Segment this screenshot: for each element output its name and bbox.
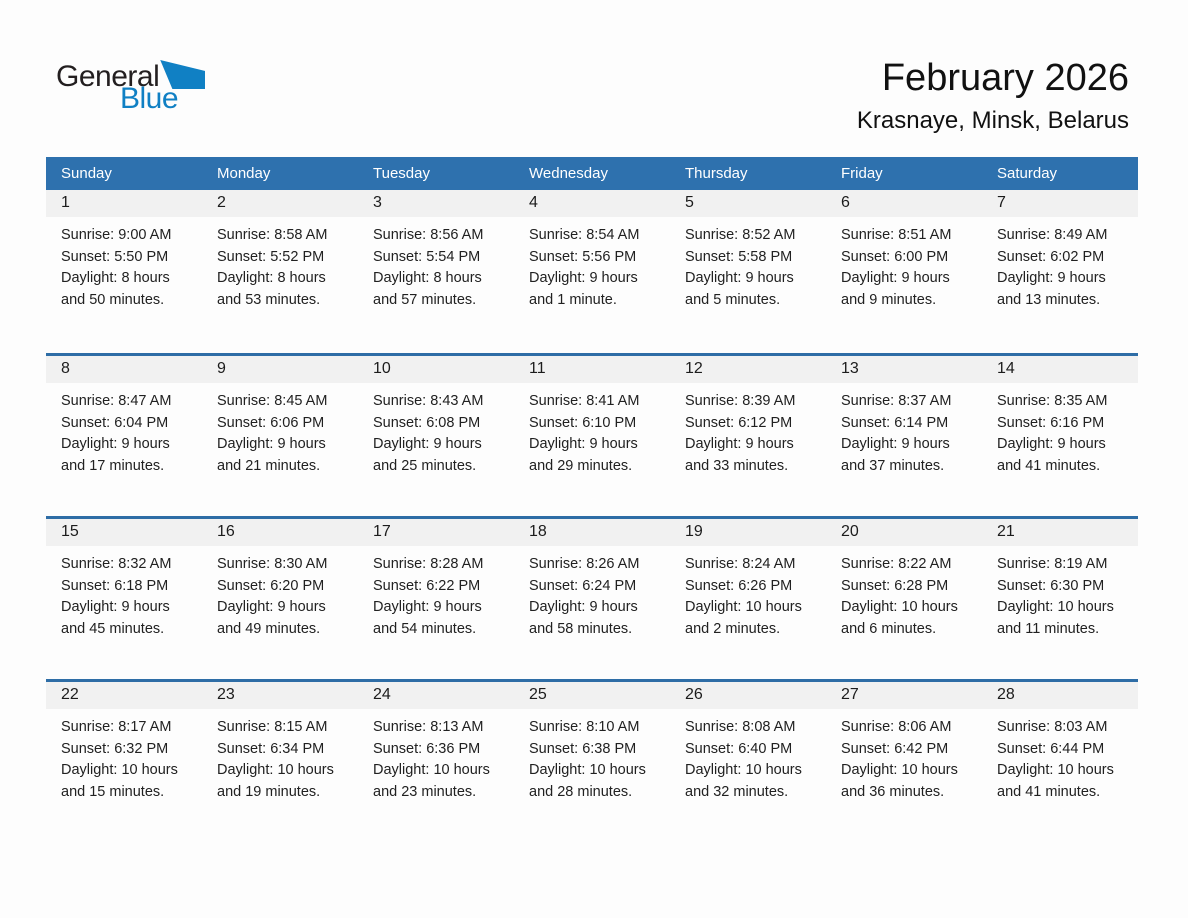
location-subtitle: Krasnaye, Minsk, Belarus (856, 107, 1129, 134)
day-number: 17 (358, 519, 514, 546)
day-cell (826, 356, 982, 516)
day-cell (202, 519, 358, 679)
weekday-header-2: Tuesday (373, 165, 430, 182)
sunrise-text: Sunrise: 8:08 AM (685, 719, 796, 735)
day-details (826, 709, 982, 803)
daylight-line2-text: and 21 minutes. (217, 457, 321, 474)
day-cell (670, 190, 826, 353)
sunset-text: Sunset: 6:16 PM (997, 414, 1105, 431)
week-row-1 (46, 353, 1138, 516)
day-details (202, 383, 358, 477)
day-details (670, 546, 826, 640)
daylight-line2-text: and 9 minutes. (841, 291, 937, 308)
daylight-line2-text: and 32 minutes. (685, 783, 789, 800)
day-cell (358, 519, 514, 679)
daylight-line1-text: Daylight: 9 hours (841, 436, 950, 452)
daylight-line2-text: and 25 minutes. (373, 457, 477, 474)
daylight-line2-text: and 54 minutes. (373, 620, 477, 637)
day-number: 11 (514, 356, 670, 383)
calendar (46, 157, 1138, 842)
sunset-text: Sunset: 6:26 PM (685, 577, 793, 594)
sunrise-text: Sunrise: 8:06 AM (841, 719, 952, 735)
day-cell (826, 190, 982, 353)
daylight-line2-text: and 2 minutes. (685, 620, 781, 637)
daylight-line2-text: and 45 minutes. (61, 620, 165, 637)
day-details (46, 546, 202, 640)
weekday-header-row (46, 157, 1138, 190)
sunset-text: Sunset: 6:08 PM (373, 414, 481, 431)
day-details (202, 217, 358, 311)
sunset-text: Sunset: 6:22 PM (373, 577, 481, 594)
day-cell (358, 682, 514, 842)
day-cell (982, 356, 1138, 516)
sunrise-text: Sunrise: 8:17 AM (61, 719, 172, 735)
sunset-text: Sunset: 6:18 PM (61, 577, 169, 594)
day-cell (514, 519, 670, 679)
daylight-line1-text: Daylight: 8 hours (61, 270, 170, 286)
week-row-2 (46, 516, 1138, 679)
day-number: 5 (670, 190, 826, 217)
day-number: 4 (514, 190, 670, 217)
sunrise-text: Sunrise: 8:37 AM (841, 393, 952, 409)
calendar-body (46, 190, 1138, 842)
daylight-line1-text: Daylight: 8 hours (373, 270, 482, 286)
day-number: 16 (202, 519, 358, 546)
day-details (982, 383, 1138, 477)
daylight-line1-text: Daylight: 10 hours (997, 599, 1114, 615)
sunrise-text: Sunrise: 8:43 AM (373, 393, 484, 409)
sunset-text: Sunset: 6:30 PM (997, 577, 1105, 594)
day-number: 26 (670, 682, 826, 709)
daylight-line1-text: Daylight: 10 hours (997, 762, 1114, 778)
day-number: 18 (514, 519, 670, 546)
sunrise-text: Sunrise: 8:58 AM (217, 227, 328, 243)
daylight-line2-text: and 41 minutes. (997, 783, 1101, 800)
daylight-line2-text: and 53 minutes. (217, 291, 321, 308)
daylight-line1-text: Daylight: 10 hours (529, 762, 646, 778)
logo-text-general: General (56, 60, 160, 93)
sunrise-text: Sunrise: 8:10 AM (529, 719, 640, 735)
sunrise-text: Sunrise: 8:19 AM (997, 556, 1108, 572)
title-block (857, 55, 1129, 135)
day-cell (982, 190, 1138, 353)
sunset-text: Sunset: 5:52 PM (217, 248, 325, 265)
day-cell (670, 519, 826, 679)
day-cell (202, 356, 358, 516)
daylight-line1-text: Daylight: 10 hours (841, 762, 958, 778)
sunrise-text: Sunrise: 9:00 AM (61, 227, 172, 243)
day-number: 10 (358, 356, 514, 383)
day-details (46, 709, 202, 803)
day-details (826, 383, 982, 477)
daylight-line1-text: Daylight: 9 hours (373, 599, 482, 615)
sunset-text: Sunset: 6:32 PM (61, 740, 169, 757)
day-details (202, 709, 358, 803)
day-details (514, 546, 670, 640)
day-number: 9 (202, 356, 358, 383)
weekday-header-6: Saturday (997, 165, 1058, 182)
day-cell (46, 682, 202, 842)
day-number: 25 (514, 682, 670, 709)
month-title: February 2026 (881, 57, 1129, 99)
day-details (982, 546, 1138, 640)
daylight-line1-text: Daylight: 9 hours (685, 270, 794, 286)
daylight-line2-text: and 17 minutes. (61, 457, 165, 474)
sunrise-text: Sunrise: 8:51 AM (841, 227, 952, 243)
day-cell (202, 682, 358, 842)
daylight-line2-text: and 41 minutes. (997, 457, 1101, 474)
weekday-header-1: Monday (217, 165, 271, 182)
sunset-text: Sunset: 5:56 PM (529, 248, 637, 265)
week-row-0 (46, 190, 1138, 353)
sunset-text: Sunset: 6:40 PM (685, 740, 793, 757)
daylight-line2-text: and 50 minutes. (61, 291, 165, 308)
day-details (826, 546, 982, 640)
day-number: 12 (670, 356, 826, 383)
day-cell (826, 682, 982, 842)
day-details (826, 217, 982, 311)
day-cell (982, 682, 1138, 842)
daylight-line2-text: and 15 minutes. (61, 783, 165, 800)
daylight-line1-text: Daylight: 9 hours (997, 270, 1106, 286)
daylight-line2-text: and 11 minutes. (997, 620, 1100, 637)
daylight-line1-text: Daylight: 10 hours (373, 762, 490, 778)
daylight-line2-text: and 28 minutes. (529, 783, 633, 800)
day-cell (670, 356, 826, 516)
day-cell (46, 356, 202, 516)
daylight-line1-text: Daylight: 9 hours (61, 436, 170, 452)
day-number: 13 (826, 356, 982, 383)
day-number: 27 (826, 682, 982, 709)
day-number: 22 (46, 682, 202, 709)
sunset-text: Sunset: 6:34 PM (217, 740, 325, 757)
day-cell (46, 190, 202, 353)
daylight-line1-text: Daylight: 9 hours (217, 436, 326, 452)
daylight-line2-text: and 6 minutes. (841, 620, 937, 637)
sunrise-text: Sunrise: 8:56 AM (373, 227, 484, 243)
day-details (514, 217, 670, 311)
weekday-header-4: Thursday (685, 165, 748, 182)
day-details (514, 383, 670, 477)
daylight-line2-text: and 29 minutes. (529, 457, 633, 474)
day-number: 24 (358, 682, 514, 709)
daylight-line1-text: Daylight: 9 hours (529, 270, 638, 286)
sunset-text: Sunset: 6:14 PM (841, 414, 949, 431)
day-details (358, 709, 514, 803)
sunset-text: Sunset: 5:54 PM (373, 248, 481, 265)
day-cell (826, 519, 982, 679)
day-cell (514, 356, 670, 516)
daylight-line1-text: Daylight: 9 hours (997, 436, 1106, 452)
sunrise-text: Sunrise: 8:49 AM (997, 227, 1108, 243)
sunset-text: Sunset: 5:50 PM (61, 248, 169, 265)
daylight-line2-text: and 57 minutes. (373, 291, 477, 308)
day-number: 1 (46, 190, 202, 217)
daylight-line1-text: Daylight: 9 hours (61, 599, 170, 615)
daylight-line2-text: and 58 minutes. (529, 620, 633, 637)
sunrise-text: Sunrise: 8:32 AM (61, 556, 172, 572)
logo-text-blue: Blue (120, 82, 179, 115)
daylight-line2-text: and 23 minutes. (373, 783, 477, 800)
sunset-text: Sunset: 6:06 PM (217, 414, 325, 431)
daylight-line1-text: Daylight: 10 hours (685, 762, 802, 778)
daylight-line2-text: and 49 minutes. (217, 620, 321, 637)
sunrise-text: Sunrise: 8:54 AM (529, 227, 640, 243)
day-cell (982, 519, 1138, 679)
sunset-text: Sunset: 6:24 PM (529, 577, 637, 594)
daylight-line1-text: Daylight: 9 hours (217, 599, 326, 615)
day-cell (46, 519, 202, 679)
day-details (514, 709, 670, 803)
sunset-text: Sunset: 6:00 PM (841, 248, 949, 265)
daylight-line2-text: and 1 minute. (529, 291, 617, 308)
day-details (358, 383, 514, 477)
daylight-line1-text: Daylight: 9 hours (529, 599, 638, 615)
daylight-line1-text: Daylight: 10 hours (217, 762, 334, 778)
sunset-text: Sunset: 6:12 PM (685, 414, 793, 431)
sunrise-text: Sunrise: 8:26 AM (529, 556, 640, 572)
day-number: 28 (982, 682, 1138, 709)
daylight-line1-text: Daylight: 9 hours (685, 436, 794, 452)
sunset-text: Sunset: 6:10 PM (529, 414, 637, 431)
day-number: 20 (826, 519, 982, 546)
day-cell (514, 190, 670, 353)
daylight-line2-text: and 19 minutes. (217, 783, 321, 800)
daylight-line2-text: and 36 minutes. (841, 783, 945, 800)
daylight-line2-text: and 13 minutes. (997, 291, 1101, 308)
sunset-text: Sunset: 6:02 PM (997, 248, 1105, 265)
daylight-line2-text: and 37 minutes. (841, 457, 945, 474)
day-details (46, 217, 202, 311)
daylight-line1-text: Daylight: 10 hours (685, 599, 802, 615)
day-details (358, 546, 514, 640)
week-row-3 (46, 679, 1138, 842)
day-number: 23 (202, 682, 358, 709)
sunset-text: Sunset: 6:28 PM (841, 577, 949, 594)
general-blue-logo (56, 60, 205, 114)
day-number: 3 (358, 190, 514, 217)
day-details (202, 546, 358, 640)
daylight-line2-text: and 5 minutes. (685, 291, 781, 308)
daylight-line1-text: Daylight: 10 hours (61, 762, 178, 778)
day-details (46, 383, 202, 477)
day-details (358, 217, 514, 311)
sunset-text: Sunset: 6:36 PM (373, 740, 481, 757)
daylight-line1-text: Daylight: 9 hours (529, 436, 638, 452)
weekday-header-0: Sunday (61, 165, 112, 182)
day-details (670, 709, 826, 803)
sunset-text: Sunset: 6:42 PM (841, 740, 949, 757)
sunrise-text: Sunrise: 8:28 AM (373, 556, 484, 572)
sunrise-text: Sunrise: 8:15 AM (217, 719, 328, 735)
day-cell (202, 190, 358, 353)
sunrise-text: Sunrise: 8:52 AM (685, 227, 796, 243)
weekday-header-3: Wednesday (529, 165, 608, 182)
daylight-line1-text: Daylight: 10 hours (841, 599, 958, 615)
sunrise-text: Sunrise: 8:24 AM (685, 556, 796, 572)
daylight-line1-text: Daylight: 9 hours (373, 436, 482, 452)
sunset-text: Sunset: 5:58 PM (685, 248, 793, 265)
day-number: 19 (670, 519, 826, 546)
sunset-text: Sunset: 6:44 PM (997, 740, 1105, 757)
weekday-header-5: Friday (841, 165, 883, 182)
day-number: 21 (982, 519, 1138, 546)
day-cell (358, 356, 514, 516)
daylight-line2-text: and 33 minutes. (685, 457, 789, 474)
sunset-text: Sunset: 6:38 PM (529, 740, 637, 757)
sunrise-text: Sunrise: 8:03 AM (997, 719, 1108, 735)
daylight-line1-text: Daylight: 8 hours (217, 270, 326, 286)
day-number: 6 (826, 190, 982, 217)
sunrise-text: Sunrise: 8:39 AM (685, 393, 796, 409)
day-details (670, 217, 826, 311)
day-cell (358, 190, 514, 353)
sunrise-text: Sunrise: 8:30 AM (217, 556, 328, 572)
day-details (982, 709, 1138, 803)
sunrise-text: Sunrise: 8:45 AM (217, 393, 328, 409)
day-details (670, 383, 826, 477)
day-cell (514, 682, 670, 842)
sunrise-text: Sunrise: 8:22 AM (841, 556, 952, 572)
day-details (982, 217, 1138, 311)
day-number: 15 (46, 519, 202, 546)
sunrise-text: Sunrise: 8:47 AM (61, 393, 172, 409)
day-number: 8 (46, 356, 202, 383)
day-number: 14 (982, 356, 1138, 383)
sunrise-text: Sunrise: 8:13 AM (373, 719, 484, 735)
day-cell (670, 682, 826, 842)
day-number: 2 (202, 190, 358, 217)
sunset-text: Sunset: 6:20 PM (217, 577, 325, 594)
sunrise-text: Sunrise: 8:41 AM (529, 393, 640, 409)
sunrise-text: Sunrise: 8:35 AM (997, 393, 1108, 409)
day-number: 7 (982, 190, 1138, 217)
sunset-text: Sunset: 6:04 PM (61, 414, 169, 431)
daylight-line1-text: Daylight: 9 hours (841, 270, 950, 286)
